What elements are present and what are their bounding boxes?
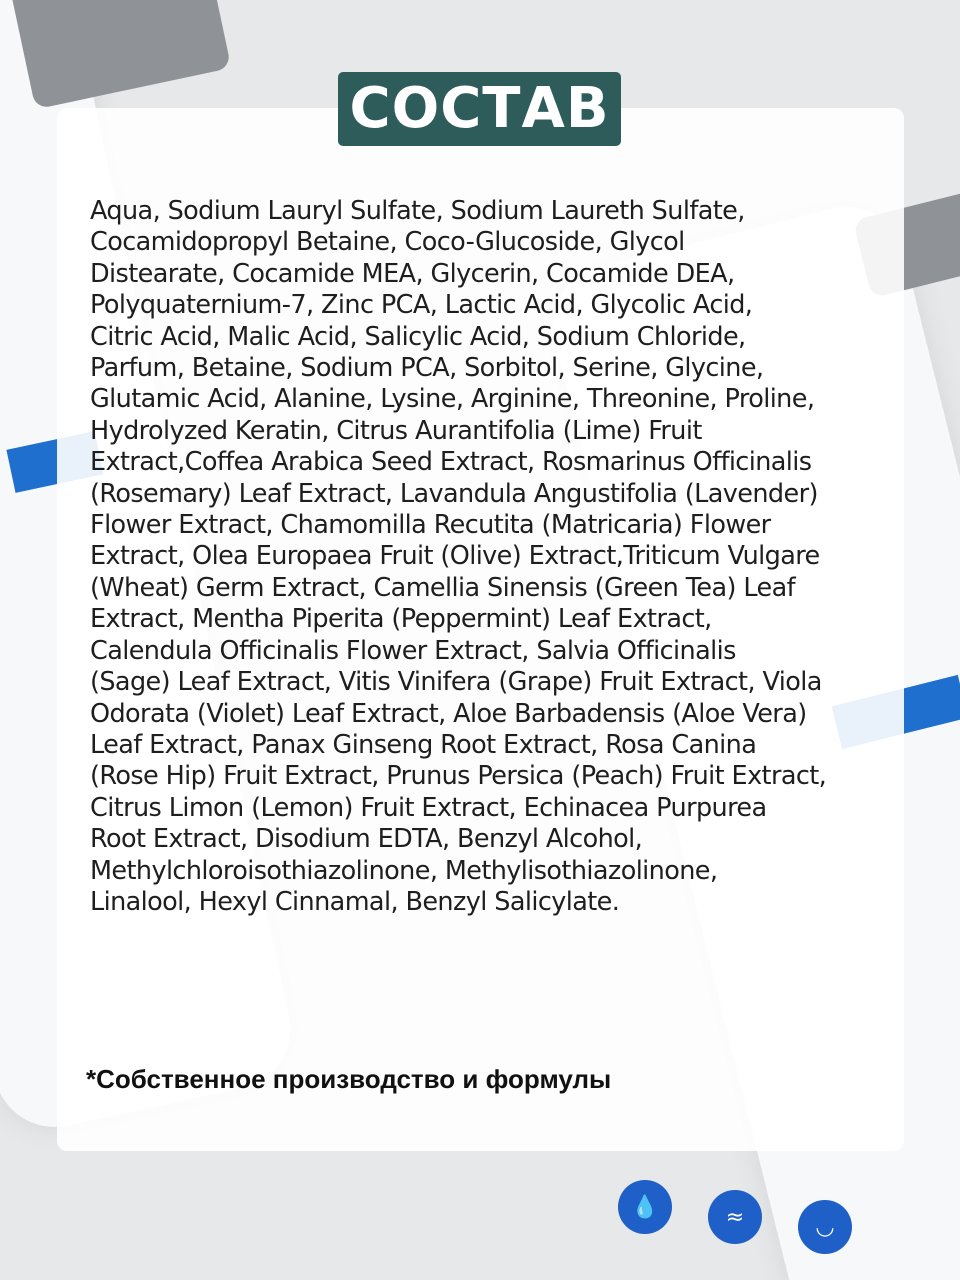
ingredients-line: Cocamidopropyl Betaine, Coco-Glucoside, Glycol (90, 227, 685, 258)
ingredients-line: Odorata (Violet) Leaf Extract, Aloe Barbadensis (Aloe Vera) (90, 698, 807, 729)
bottle-feature-icons (618, 1160, 878, 1270)
ingredients-line: Calendula Officinalis Flower Extract, Salvia Officinalis (90, 635, 736, 666)
ingredients-line: Root Extract, Disodium EDTA, Benzyl Alcohol, (90, 824, 643, 855)
ingredients-line: Glutamic Acid, Alanine, Lysine, Arginine, Threonine, Proline, (90, 384, 815, 415)
ingredients-line: Extract,Coffea Arabica Seed Extract, Rosmarinus Officinalis (90, 447, 812, 478)
ingredients-line: Leaf Extract, Panax Ginseng Root Extract, Rosa Canina (90, 729, 757, 760)
ingredients-line: Hydrolyzed Keratin, Citrus Aurantifolia (Lime) Fruit (90, 415, 702, 446)
ingredients-line: Aqua, Sodium Lauryl Sulfate, Sodium Laureth Sulfate, (90, 196, 745, 226)
ingredients-line: (Sage) Leaf Extract, Vitis Vinifera (Grape) Fruit Extract, Viola (90, 667, 822, 698)
ingredients-line: (Wheat) Germ Extract, Camellia Sinensis (Green Tea) Leaf (90, 572, 795, 603)
ingredients-line: Extract, Olea Europaea Fruit (Olive) Extract,Triticum Vulgare (90, 541, 820, 572)
title-badge (338, 72, 621, 146)
droplet-icon: 💧 (618, 1180, 672, 1234)
ingredients-line: Parfum, Betaine, Sodium PCA, Sorbitol, Serine, Glycine, (90, 353, 764, 384)
page-title: СОСТАВ (349, 76, 610, 141)
hair-volume-icon: ≈ (708, 1190, 762, 1244)
ingredients-line: Distearate, Cocamide MEA, Glycerin, Cocamide DEA, (90, 258, 735, 289)
ingredients-line: Flower Extract, Chamomilla Recutita (Matricaria) Flower (90, 510, 771, 541)
footnote: *Собственное производство и формулы (86, 1064, 612, 1094)
ingredients-line: Polyquaternium-7, Zinc PCA, Lactic Acid, Glycolic Acid, (90, 290, 753, 321)
ingredients-line: (Rosemary) Leaf Extract, Lavandula Angustifolia (Lavender) (90, 478, 818, 509)
ingredients-line: Linalool, Hexyl Cinnamal, Benzyl Salicylate. (90, 886, 620, 917)
ingredients-line: Extract, Mentha Piperita (Peppermint) Leaf Extract, (90, 604, 712, 635)
ingredients-line: (Rose Hip) Fruit Extract, Prunus Persica (Peach) Fruit Extract, (90, 761, 827, 792)
ingredients-line: Methylchloroisothiazolinone, Methylisothiazolinone, (90, 855, 718, 886)
ingredients-line: Citrus Limon (Lemon) Fruit Extract, Echinacea Purpurea (90, 792, 767, 823)
bottle-cap-left (9, 0, 232, 109)
ingredients-line: Citric Acid, Malic Acid, Salicylic Acid, Sodium Chloride, (90, 321, 746, 352)
scalp-care-icon: ◡ (798, 1200, 852, 1254)
ingredients-text (90, 196, 900, 918)
